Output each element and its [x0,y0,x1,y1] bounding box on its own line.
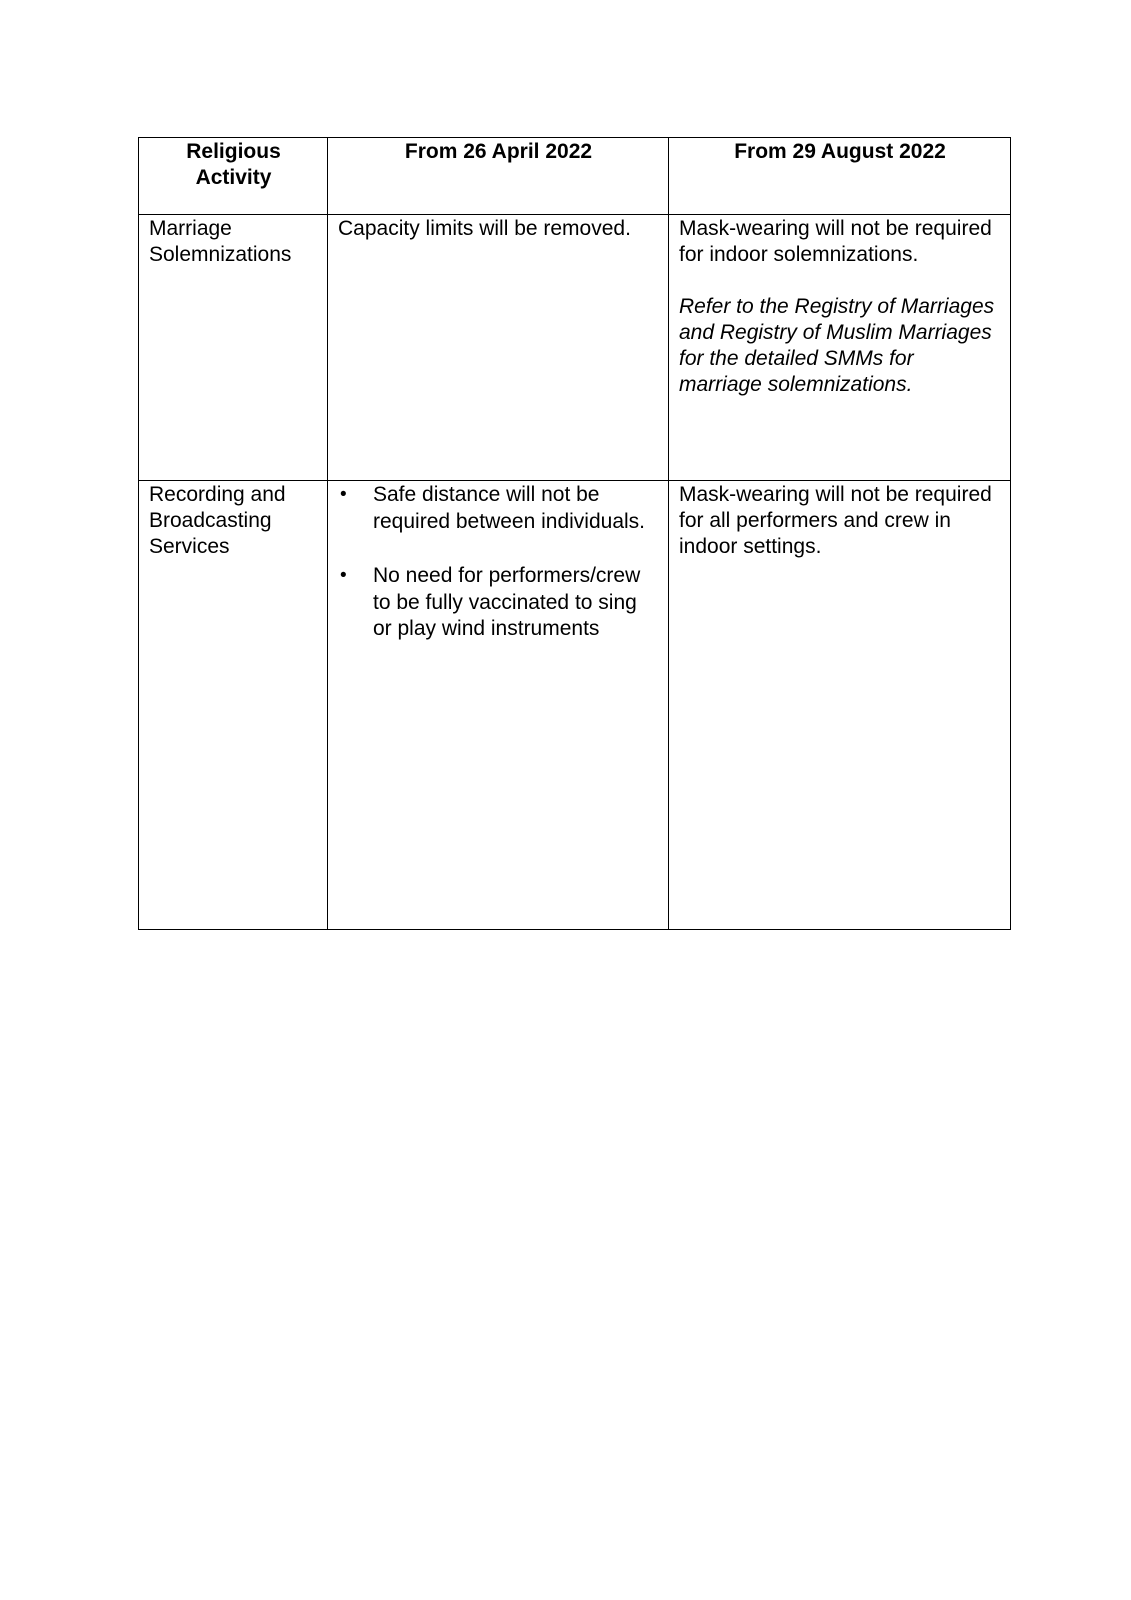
cell-activity-recording [139,481,328,930]
cell-august-marriage [669,215,1011,481]
april-measure-text: Capacity limits will be removed. [338,217,631,240]
august-measure-note: Refer to the Registry of Marriages and Registry of Muslim Marriages for the detailed SMMs for marriage solemnizations. [679,295,995,396]
august-measure-text: Mask-wearing will not be required for all performers and crew in indoor settings. [679,483,992,558]
list-item [338,563,659,643]
bullet-icon: • [340,565,347,586]
cell-april-recording [328,481,669,930]
measures-table [138,137,1011,930]
header-from-29-august-2022: From 29 August 2022 [669,138,1011,215]
activity-label: Recording and Broadcasting Services [149,483,286,558]
table-header-row [139,138,1011,215]
header-religious-activity: Religious Activity [139,138,328,215]
bullet-text: No need for performers/crew to be fully vaccinated to sing or play wind instruments [373,564,641,640]
april-bullet-list [338,482,659,643]
august-measure-text: Mask-wearing will not be required for indoor solemnizations. [679,217,992,266]
cell-activity-marriage [139,215,328,481]
activity-label: Marriage Solemnizations [149,217,292,266]
list-item [338,482,659,535]
bullet-text: Safe distance will not be required between individuals. [373,483,646,533]
table-row [139,215,1011,481]
cell-august-recording [669,481,1011,930]
table-row [139,481,1011,930]
header-from-26-april-2022: From 26 April 2022 [328,138,669,215]
bullet-icon: • [340,484,347,505]
cell-april-marriage [328,215,669,481]
